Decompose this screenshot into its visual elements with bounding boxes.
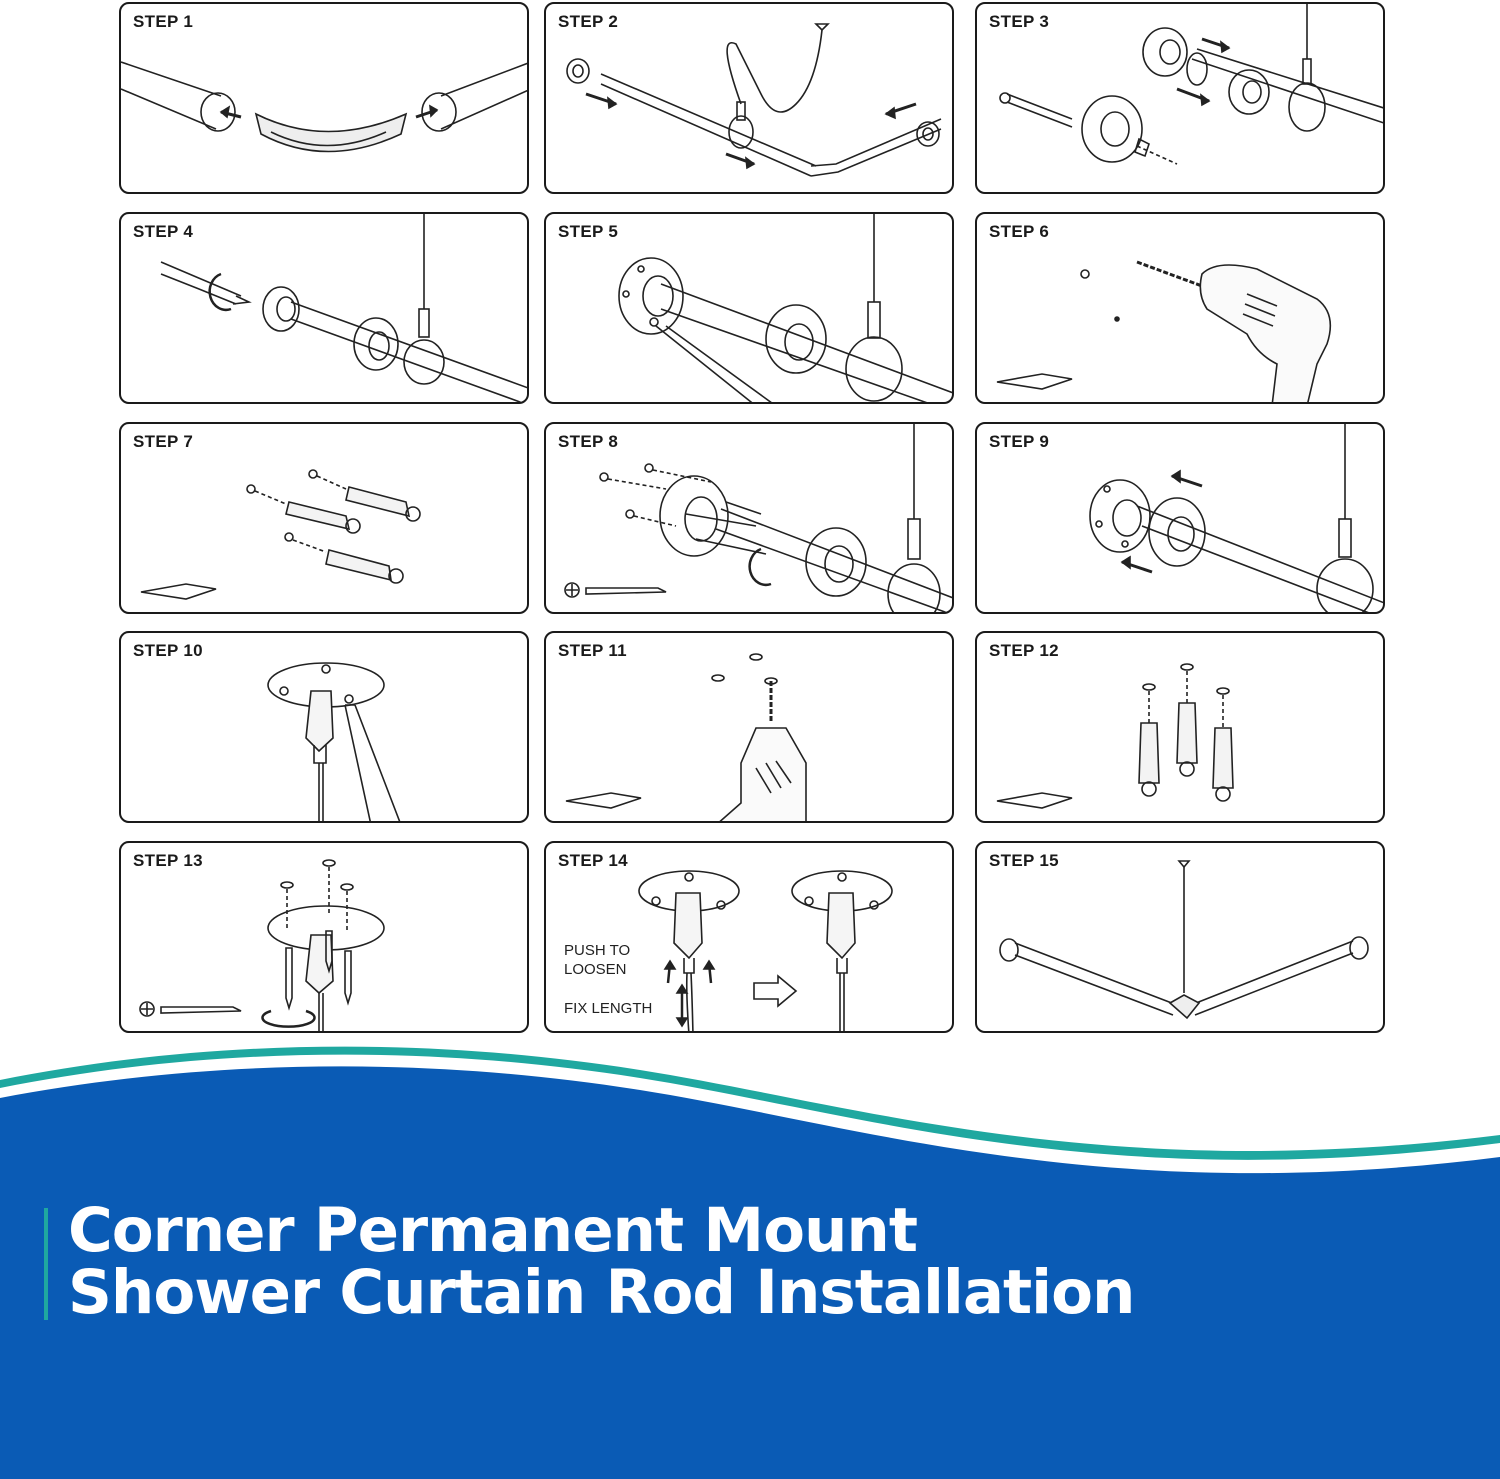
step-11-panel	[544, 631, 954, 823]
step-11-label: STEP 11	[558, 641, 627, 660]
title-accent-bar	[44, 1208, 48, 1320]
step-14-note-push-line2: LOOSEN	[564, 961, 627, 978]
step-3-panel	[975, 2, 1385, 194]
step-3-illustration	[977, 4, 1385, 194]
step-2-illustration	[546, 4, 954, 194]
step-7-label: STEP 7	[133, 432, 194, 451]
step-14-note-push-line1: PUSH TO	[564, 942, 631, 959]
step-12-label: STEP 12	[989, 641, 1059, 660]
step-14-label: STEP 14	[558, 851, 628, 870]
step-1-panel	[119, 2, 529, 194]
step-5-panel	[544, 212, 954, 404]
step-12-illustration	[977, 633, 1385, 823]
step-8-label: STEP 8	[558, 432, 619, 451]
step-9-label: STEP 9	[989, 432, 1050, 451]
step-10-label: STEP 10	[133, 641, 203, 660]
step-15-panel	[975, 841, 1385, 1033]
step-13-label: STEP 13	[133, 851, 203, 870]
step-7-illustration	[121, 424, 529, 614]
step-2-label: STEP 2	[558, 12, 619, 31]
step-1-illustration	[121, 4, 529, 194]
step-14-note-fix-length: FIX LENGTH	[564, 1000, 653, 1017]
step-10-panel	[119, 631, 529, 823]
title-line-1: Corner Permanent Mount	[68, 1195, 918, 1266]
step-13-panel	[119, 841, 529, 1033]
step-9-panel	[975, 422, 1385, 614]
step-15-illustration	[977, 843, 1385, 1033]
step-6-label: STEP 6	[989, 222, 1050, 241]
step-6-illustration	[977, 214, 1385, 404]
page-title	[68, 1195, 1135, 1328]
step-8-illustration	[546, 424, 954, 614]
step-4-label: STEP 4	[133, 222, 194, 241]
step-1-label: STEP 1	[133, 12, 194, 31]
step-14-panel	[544, 841, 954, 1033]
step-3-label: STEP 3	[989, 12, 1050, 31]
step-7-panel	[119, 422, 529, 614]
step-8-panel	[544, 422, 954, 614]
step-10-illustration	[121, 633, 529, 823]
step-5-illustration	[546, 214, 954, 404]
step-13-illustration	[121, 843, 529, 1033]
step-15-label: STEP 15	[989, 851, 1059, 870]
step-9-illustration	[977, 424, 1385, 614]
step-12-panel	[975, 631, 1385, 823]
step-6-panel	[975, 212, 1385, 404]
step-4-panel	[119, 212, 529, 404]
step-11-illustration	[546, 633, 954, 823]
step-5-label: STEP 5	[558, 222, 619, 241]
step-4-illustration	[121, 214, 529, 404]
title-line-2: Shower Curtain Rod Installation	[68, 1257, 1135, 1328]
step-2-panel	[544, 2, 954, 194]
